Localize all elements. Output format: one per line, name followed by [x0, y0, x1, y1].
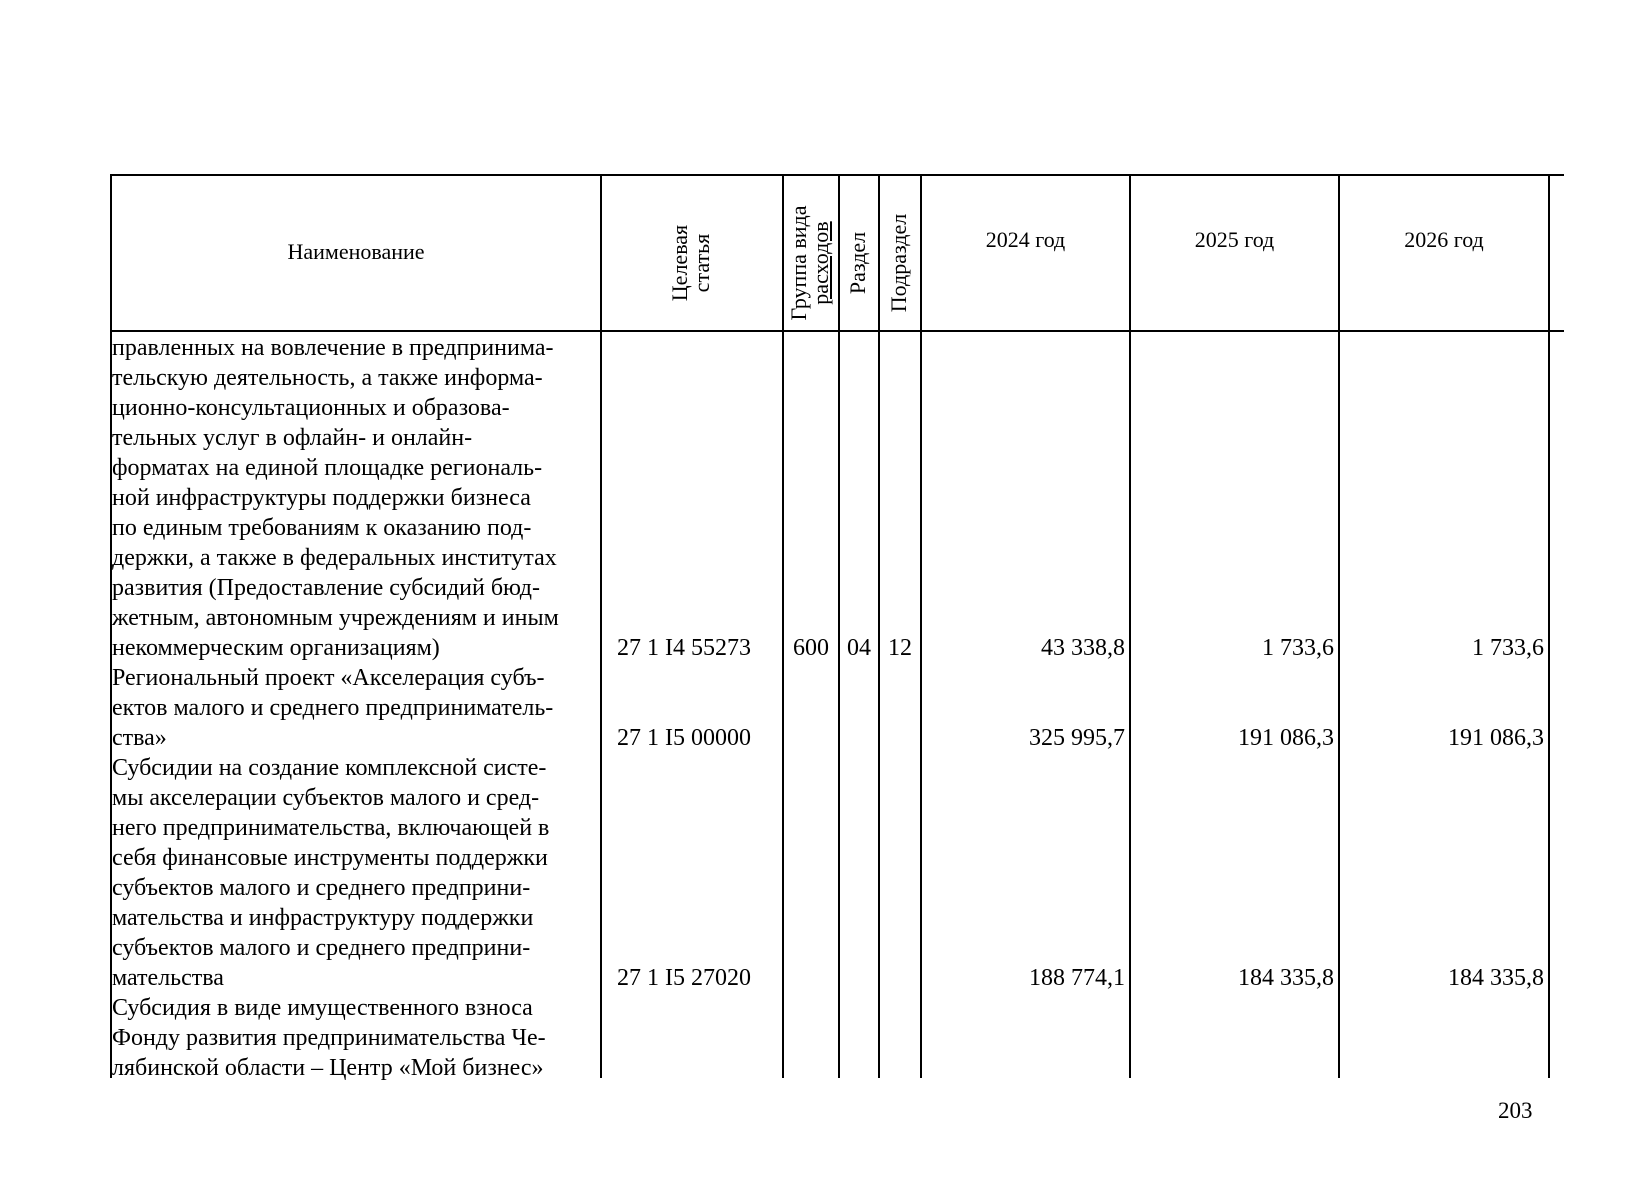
table-row-code: 27 1 I5 00000: [617, 725, 751, 751]
header-year-2025: 2025 год: [1194, 227, 1275, 252]
header-expense-group: Группа вида расходов: [786, 205, 833, 321]
col-border: [1548, 174, 1550, 1078]
page-number: 203: [1498, 1098, 1533, 1123]
table-row-2024: 188 774,1: [1029, 965, 1125, 991]
col-border: [782, 174, 784, 1078]
table-row-2025: 1 733,6: [1262, 635, 1334, 661]
table-row-name: Субсидии на создание комплексной систе- мы акселерации субъектов малого и сред- него предпринимательства, включающей в себя финансовые инструменты поддержки субъектов малого и среднего предприни- мательства и инфраструктуру поддержки субъектов малого и среднего предприни- мательства: [112, 755, 550, 991]
table-row-2026: 191 086,3: [1448, 725, 1544, 751]
col-border: [920, 174, 922, 1078]
table-row-code: 27 1 I5 27020: [617, 965, 751, 991]
table-row-name: Региональный проект «Акселерация субъ- ектов малого и среднего предприниматель- ства»: [112, 665, 554, 751]
table-row-2025: 184 335,8: [1238, 965, 1334, 991]
table-row-subsection: 12: [888, 635, 912, 661]
header-name: Наименование: [287, 239, 425, 264]
header-section: Раздел: [845, 231, 870, 295]
header-subsection: Подраздел: [886, 213, 911, 313]
table-row-section: 04: [847, 635, 871, 661]
table-row-name: правленных на вовлечение в предпринима- тельскую деятельность, а также информа- ционно-консультационных и образова- тельных услуг в офлайн- и онлайн- форматах на единой площадке региональ- ной инфраструктуры поддержки бизнеса по единым требованиям к оказанию под- держки, а также в федеральных институтах развития (Предоставление субсидий бюд- жетным, автономным учреждениям и иным некоммерческим организациям): [112, 335, 559, 661]
header-target-article: Целевая статья: [667, 224, 714, 302]
table-row-2026: 1 733,6: [1472, 635, 1544, 661]
table-row-2026: 184 335,8: [1448, 965, 1544, 991]
table-row-2024: 43 338,8: [1041, 635, 1125, 661]
table-row-2025: 191 086,3: [1238, 725, 1334, 751]
table-row-name: Субсидия в виде имущественного взноса Фонду развития предпринимательства Че- лябинской области – Центр «Мой бизнес»: [112, 995, 546, 1081]
col-border: [838, 174, 840, 1078]
col-border: [600, 174, 602, 1078]
table-top-border: [110, 174, 1564, 176]
table-row-code: 27 1 I4 55273: [617, 635, 751, 661]
header-year-2024: 2024 год: [985, 227, 1066, 252]
col-border: [878, 174, 880, 1078]
table-row-2024: 325 995,7: [1029, 725, 1125, 751]
header-year-2026: 2026 год: [1404, 227, 1484, 252]
table-row-group: 600: [793, 635, 829, 661]
col-border: [1129, 174, 1131, 1078]
header-bottom-border: [110, 330, 1564, 332]
col-border: [1338, 174, 1340, 1078]
